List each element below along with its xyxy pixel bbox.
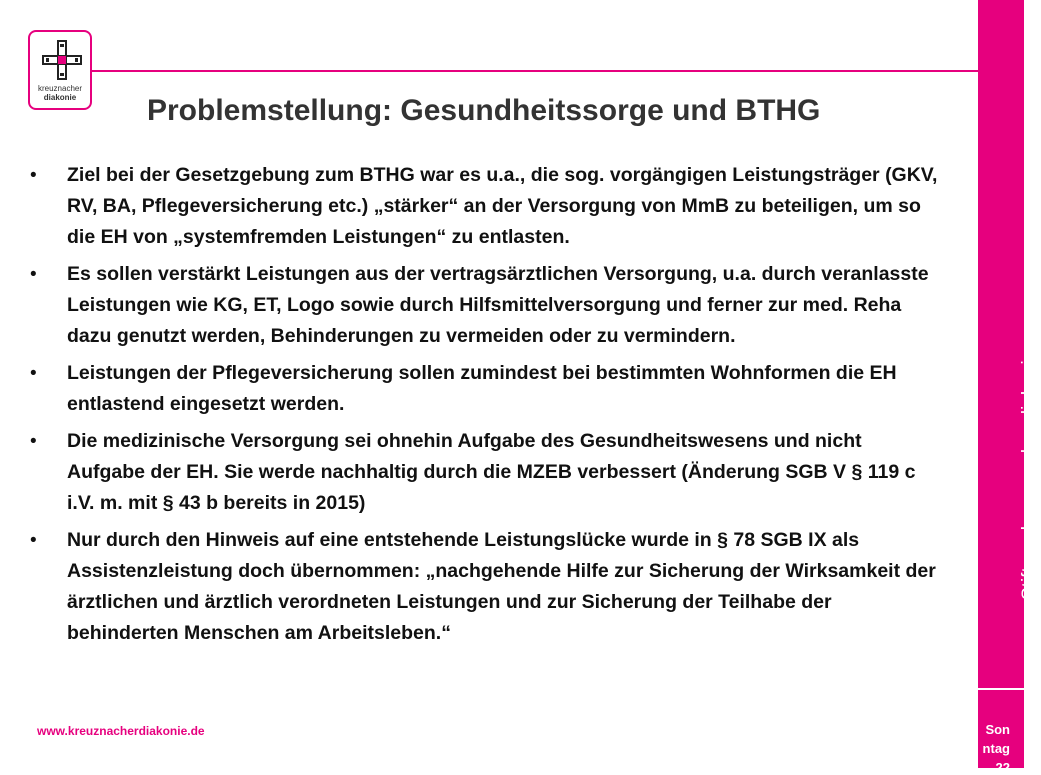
- right-sidebar: [978, 0, 1024, 768]
- bullet-item: [30, 259, 940, 352]
- bullet-text: Es sollen verstärkt Leistungen aus der vertragsärztlichen Versorgung, u.a. durch veranlasste Leistungen wie KG, ET, Logo sowie durch Hilfsmittelversorgung und ferner zur med. Reha dazu genutzt werden, Behinderungen zu vermeiden oder zu vermindern.: [67, 263, 929, 347]
- bullet-dot: •: [30, 264, 37, 285]
- bullet-text: Ziel bei der Gesetzgebung zum BTHG war es u.a., die sog. vorgängigen Leistungsträger (GKV, RV, BA, Pflegeversicherung etc.) „stärker“ an der Versorgung von MmB zu beteiligen, um so die EH von „systemfremden Leistungen“ zu entlasten.: [67, 164, 938, 248]
- logo-text-line-2: diakonie: [43, 93, 77, 102]
- bullet-item: [30, 525, 940, 649]
- logo-text-line-1: kreuznacher: [37, 84, 83, 93]
- sidebar-corner-line-2: ntag: [982, 741, 1010, 756]
- sidebar-vertical-text: Stiftung kreuznacher diakonie: [1019, 349, 1040, 600]
- bullet-dot: •: [30, 431, 37, 452]
- sidebar-divider: [978, 688, 1024, 690]
- footer-url-link[interactable]: www.kreuznacherdiakonie.de: [37, 724, 205, 738]
- bullet-dot: •: [30, 363, 37, 384]
- bullet-item: [30, 358, 940, 420]
- bullet-dot: •: [30, 165, 37, 186]
- sidebar-corner-line-1: Son: [985, 722, 1010, 737]
- bullet-text: Die medizinische Versorgung sei ohnehin Aufgabe des Gesundheitswesens und nicht Aufgabe der EH. Sie werde nachhaltig durch die MZEB verbessert (Änderung SGB V § 119 c i.V. m. mit § 43 b bereits in 2015): [67, 430, 916, 514]
- page-title: Problemstellung: Gesundheitssorge und BTHG: [147, 94, 821, 127]
- bullet-text: Nur durch den Hinweis auf eine entstehende Leistungslücke wurde in § 78 SGB IX als Assistenzleistung doch übernommen: „nachgehende Hilfe zur Sicherung der Wirksamkeit der ärztlichen und ärztlich verordneten Leistungen und zur Sicherung der Teilhabe der behinderten Menschen am Arbeitsleben.“: [67, 529, 936, 644]
- sidebar-corner-line-3: 22: [995, 760, 1010, 775]
- bullet-item: [30, 160, 940, 253]
- bullet-item: [30, 426, 940, 519]
- logo: [28, 30, 92, 110]
- bullet-list: [30, 160, 940, 655]
- header-divider: [92, 70, 978, 72]
- bullet-text: Leistungen der Pflegeversicherung sollen zumindest bei bestimmten Wohnformen die EH entlastend eingesetzt werden.: [67, 362, 897, 415]
- bullet-dot: •: [30, 530, 37, 551]
- cross-logo-icon: [42, 40, 82, 80]
